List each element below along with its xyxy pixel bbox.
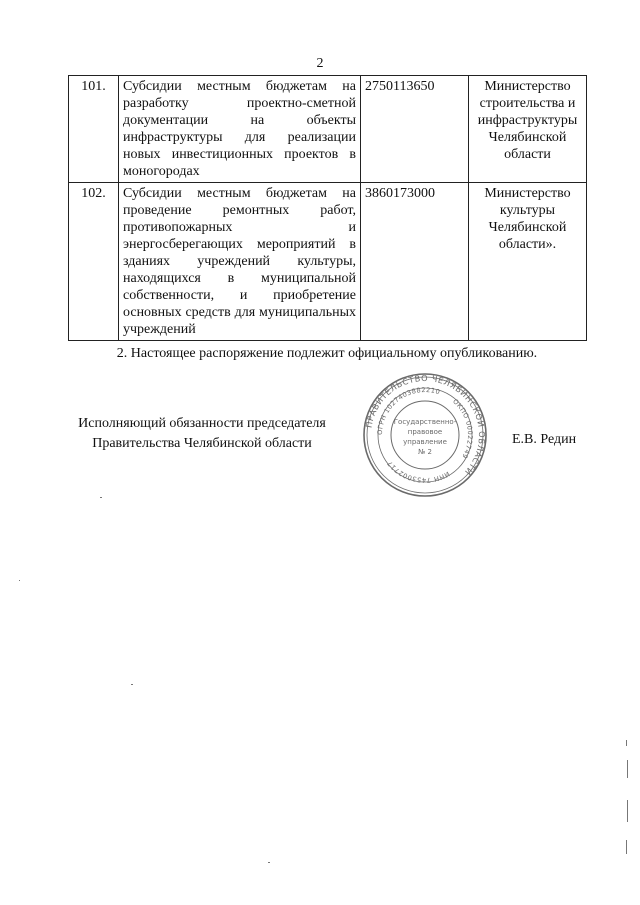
signatory-title [68,414,336,454]
seal-registration-text: ОКПО 00022749 [451,397,475,460]
ministry-name: Министерство культуры Челябинской области». [469,183,587,341]
subsidy-table [68,75,587,341]
signatory-title-line: Исполняющий обязанности председателя [78,416,326,431]
page-number: 2 [316,56,324,71]
row-number: 102. [69,183,119,341]
budget-code: 3860173000 [361,183,469,341]
scan-speck [627,800,628,822]
official-seal [362,372,488,498]
signatory-title-line: Правительства Челябинской области [92,436,312,451]
budget-code: 2750113650 [361,76,469,183]
scan-speck [19,580,20,581]
seal-registration-text: ОГРН 1027403882210 [375,385,442,436]
seal-inner-text: правовое [407,428,443,436]
seal-outer-text: ПРАВИТЕЛЬСТВО ЧЕЛЯБИНСКОЙ ОБЛАСТИ [363,372,488,478]
table-row [69,183,587,341]
scan-speck [626,840,627,854]
publication-clause: 2. Настоящее распоряжение подлежит официальному опубликованию. [116,346,538,361]
seal-registration-text: ИНН 7453002717 [385,459,451,485]
seal-inner-text: № 2 [418,448,432,456]
scan-speck [131,684,133,685]
scan-speck [100,497,102,498]
row-number: 101. [69,76,119,183]
scan-speck [627,760,628,778]
seal-inner-text: управление [403,438,447,446]
table-row [69,76,587,183]
ministry-name: Министерство строительства и инфраструктуры Челябинской области [469,76,587,183]
scan-speck [626,740,627,746]
signatory-name: Е.В. Редин [512,432,577,447]
scan-speck [268,862,270,863]
subsidy-description: Субсидии местным бюджетам на разработку проектно-сметной документации на объекты инфраструктуры для реализации новых инвестиционных проектов в моногородах [119,76,361,183]
subsidy-description: Субсидии местным бюджетам на проведение ремонтных работ, противопожарных и энергосберегающих мероприятий в зданиях учреждений культуры, находящихся в муниципальной собственности, и приобретение основных средств для муниципальных учреждений [119,183,361,341]
seal-inner-text: Государственно- [393,418,457,426]
